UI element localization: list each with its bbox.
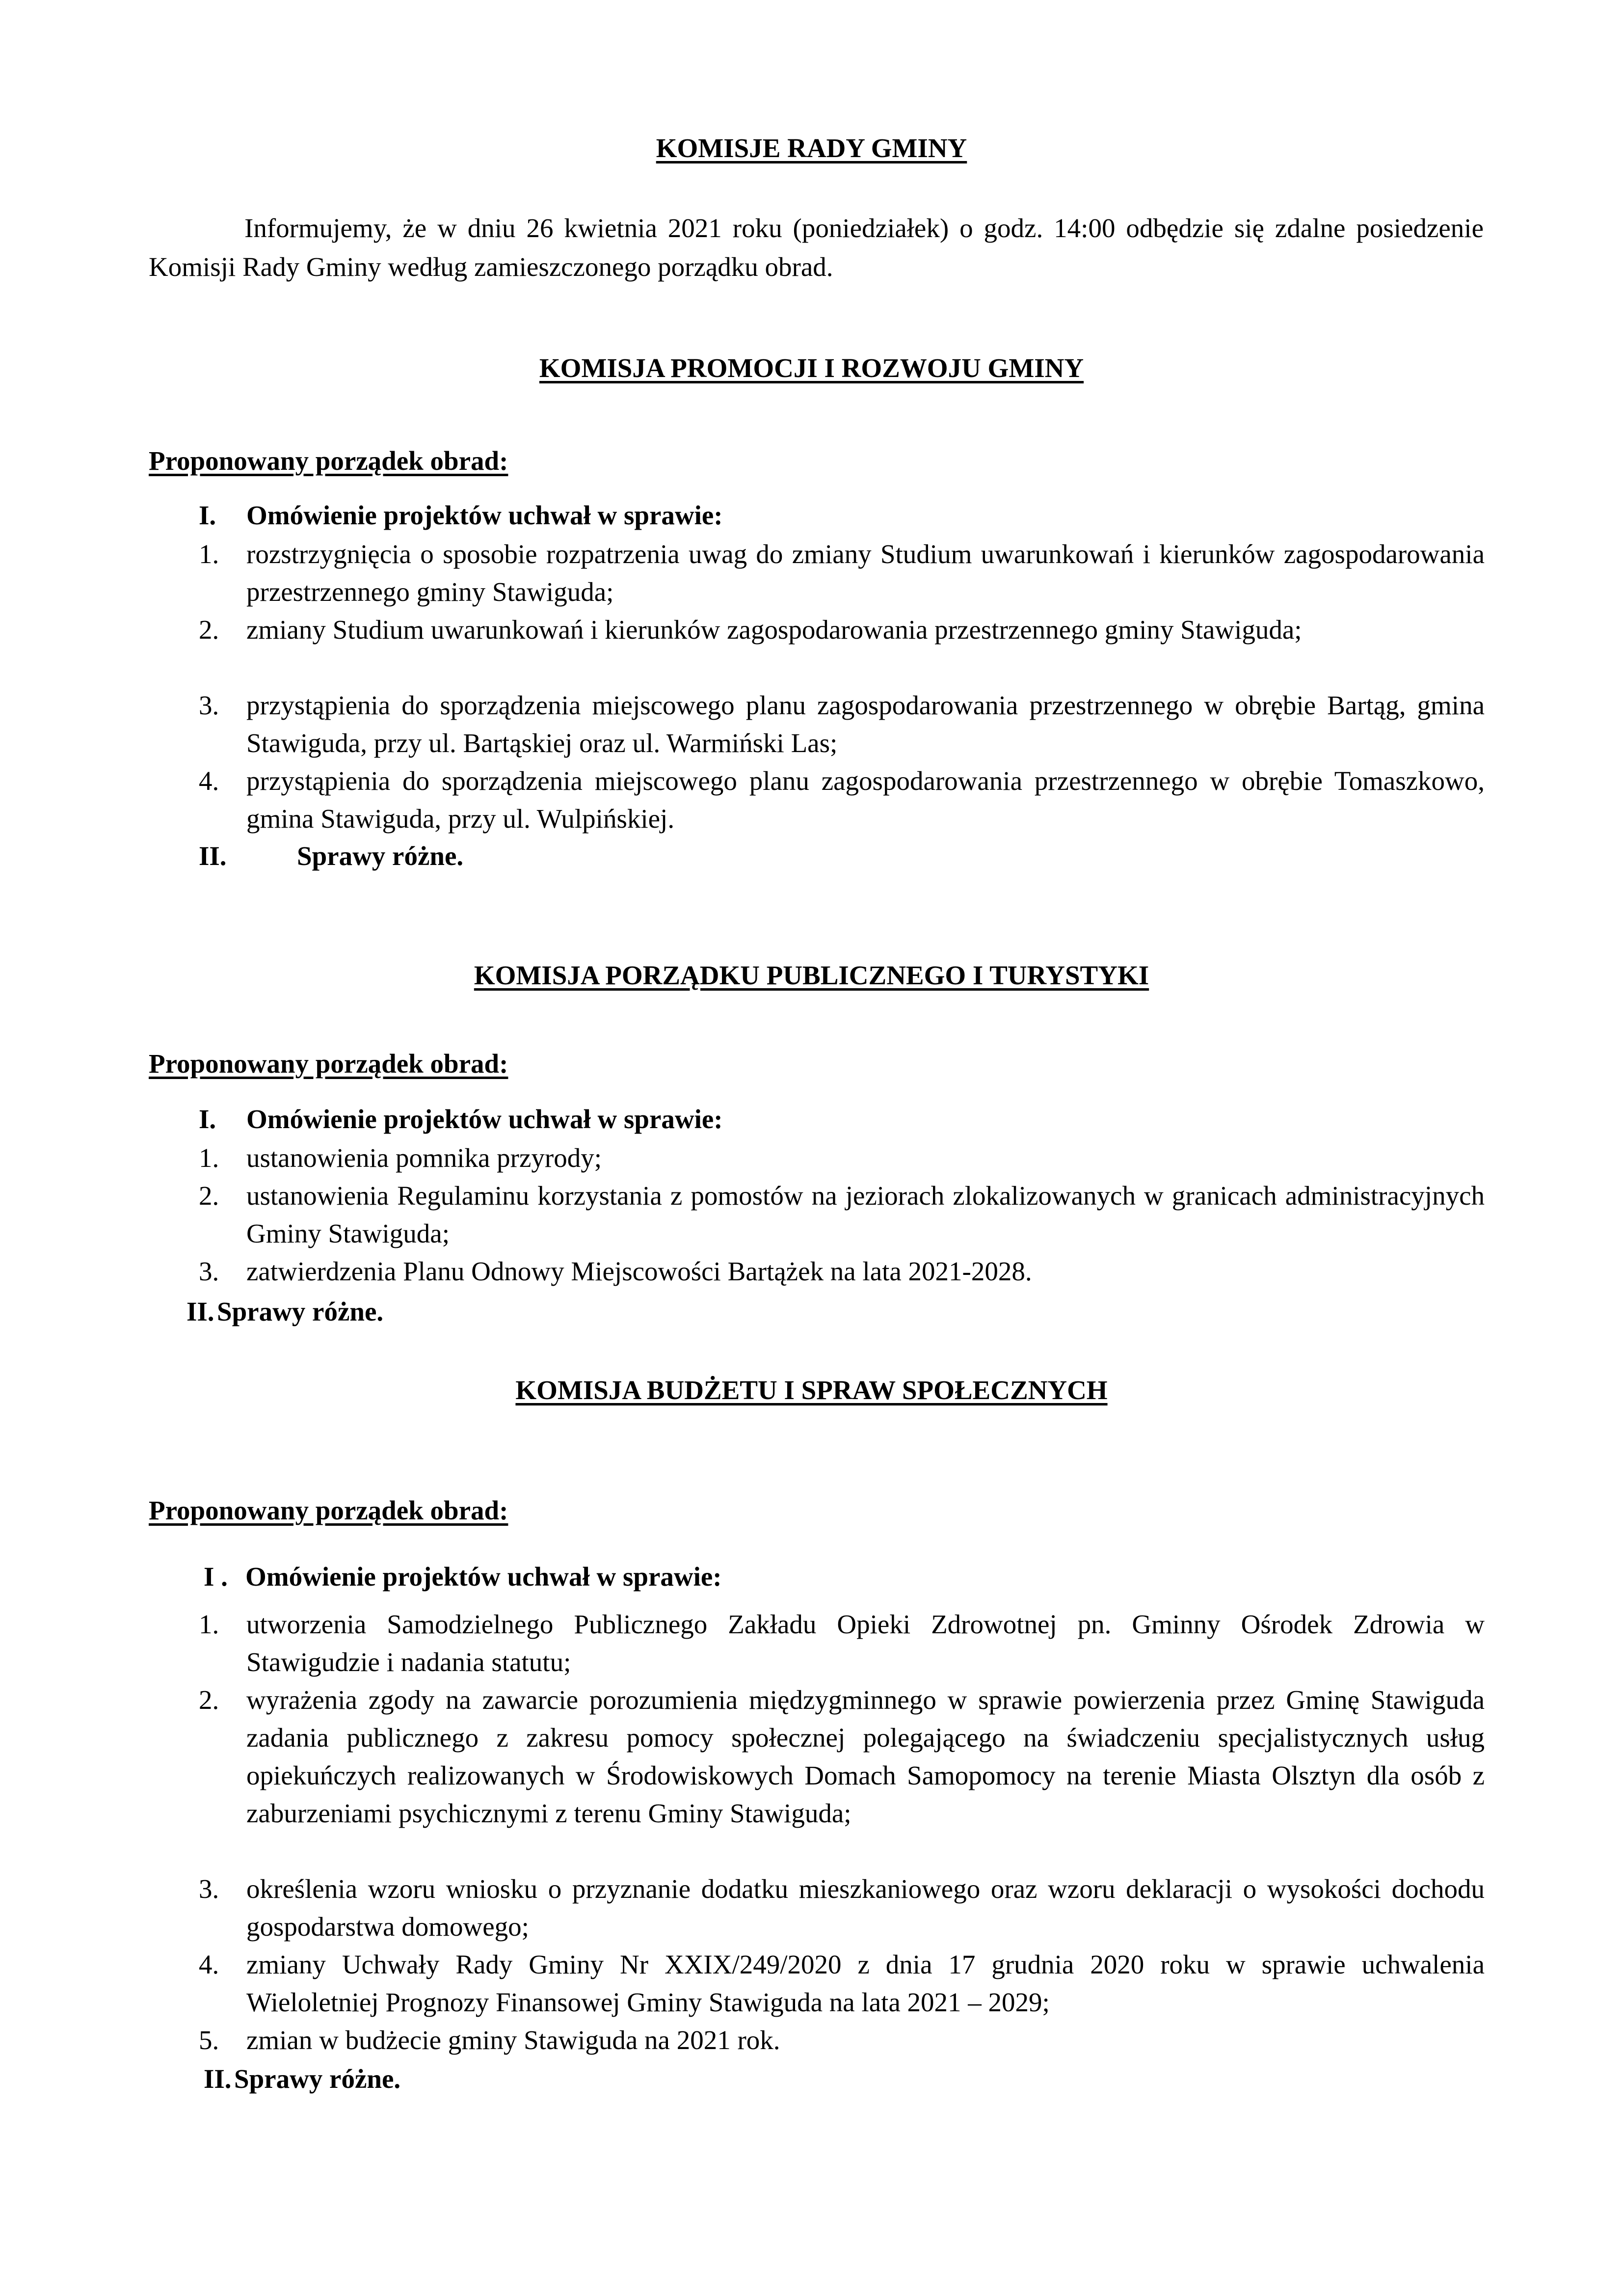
item-text: rozstrzygnięcia o sposobie rozpatrzenia uwag do zmiany Studium uwarunkowań i kierunków zagospodarowania przestrzennego gminy Stawiguda; <box>246 539 1485 607</box>
agenda-label: Proponowany porządek obrad: <box>149 1495 508 1525</box>
item-number: 2. <box>199 1181 219 1211</box>
item-text: utworzenia Samodzielnego Publicznego Zakładu Opieki Zdrowotnej pn. Gminny Ośrodek Zdrowia w Stawigudzie i nadania statutu; <box>246 1609 1485 1677</box>
section-ii-heading <box>204 2063 400 2095</box>
item-number: 2. <box>199 1685 219 1715</box>
item-text: zmian w budżecie gminy Stawiguda na 2021 rok. <box>246 2025 780 2055</box>
roman-numeral: I. <box>199 500 216 530</box>
document-title <box>0 133 1623 164</box>
agenda-item <box>199 2021 1485 2059</box>
item-text: ustanowienia pomnika przyrody; <box>246 1143 602 1173</box>
section-label: Sprawy różne. <box>217 1297 384 1326</box>
committee-heading-text: KOMISJA PORZĄDKU PUBLICZNEGO I TURYSTYKI <box>474 960 1149 990</box>
item-number: 2. <box>199 615 219 645</box>
item-text: zmiany Studium uwarunkowań i kierunków zagospodarowania przestrzennego gminy Stawiguda; <box>246 615 1302 645</box>
section-label: Sprawy różne. <box>297 841 464 871</box>
item-text: zmiany Uchwały Rady Gminy Nr XXIX/249/2020 z dnia 17 grudnia 2020 roku w sprawie uchwalenia Wieloletniej Prognozy Finansowej Gminy Stawiguda na lata 2021 – 2029; <box>246 1949 1485 2017</box>
section-ii-heading <box>199 840 463 872</box>
item-text: przystąpienia do sporządzenia miejscowego planu zagospodarowania przestrzennego w obrębie Bartąg, gmina Stawiguda, przy ul. Bartąskiej oraz ul. Warmiński Las; <box>246 690 1485 758</box>
agenda-item <box>199 1605 1485 1681</box>
item-number: 1. <box>199 539 219 569</box>
committee-heading-budzetu <box>0 1375 1623 1406</box>
intro-paragraph <box>149 209 1484 286</box>
committee-heading-text: KOMISJA BUDŻETU I SPRAW SPOŁECZNYCH <box>515 1375 1108 1405</box>
roman-numeral: II. <box>199 841 227 871</box>
agenda-item <box>199 686 1485 762</box>
item-text: określenia wzoru wniosku o przyznanie dodatku mieszkaniowego oraz wzoru deklaracji o wysokości dochodu gospodarstwa domowego; <box>246 1874 1485 1942</box>
section-label: Omówienie projektów uchwał w sprawie: <box>246 1104 723 1134</box>
committee-heading-promocji <box>0 352 1623 384</box>
item-number: 4. <box>199 766 219 796</box>
committee-heading-porzadku <box>0 960 1623 991</box>
item-number: 1. <box>199 1143 219 1173</box>
item-text: zatwierdzenia Planu Odnowy Miejscowości Bartążek na lata 2021-2028. <box>246 1256 1032 1286</box>
agenda-item <box>199 1177 1485 1252</box>
agenda-item <box>199 1870 1485 1945</box>
committee-heading-text: KOMISJA PROMOCJI I ROZWOJU GMINY <box>539 353 1084 383</box>
roman-numeral: I . <box>204 1562 228 1592</box>
item-text: wyrażenia zgody na zawarcie porozumienia międzygminnego w sprawie powierzenia przez Gminę Stawiguda zadania publicznego z zakresu pomocy społecznej polegającego na świadczeniu specjalistycznych usług opiekuńczych realizowanych w Środowiskowych Domach Samopomocy na terenie Miasta Olsztyn dla osób z zaburzeniami psychicznymi z terenu Gminy Stawiguda; <box>246 1685 1485 1828</box>
agenda-item <box>199 535 1485 611</box>
agenda-label: Proponowany porządek obrad: <box>149 446 508 476</box>
section-label: Sprawy różne. <box>234 2064 401 2094</box>
section-ii-heading <box>186 1296 383 1327</box>
item-number: 3. <box>199 690 219 720</box>
agenda-item <box>199 1139 1485 1177</box>
roman-numeral: II. <box>204 2064 232 2094</box>
agenda-item <box>199 611 1485 648</box>
agenda-item <box>199 1681 1485 1832</box>
item-text: przystąpienia do sporządzenia miejscowego planu zagospodarowania przestrzennego w obrębie Tomaszkowo, gmina Stawiguda, przy ul. Wulpińskiej. <box>246 766 1485 834</box>
item-text: ustanowienia Regulaminu korzystania z pomostów na jeziorach zlokalizowanych w granicach administracyjnych Gminy Stawiguda; <box>246 1181 1485 1248</box>
agenda-item <box>199 1252 1485 1290</box>
item-number: 1. <box>199 1609 219 1639</box>
roman-numeral: I. <box>199 1104 216 1134</box>
item-number: 4. <box>199 1949 219 1979</box>
roman-numeral: II. <box>186 1297 214 1326</box>
item-number: 3. <box>199 1874 219 1904</box>
section-i-heading <box>199 500 723 531</box>
section-label: Omówienie projektów uchwał w sprawie: <box>246 500 723 530</box>
agenda-label: Proponowany porządek obrad: <box>149 1049 508 1079</box>
section-i-heading <box>199 1104 723 1135</box>
item-number: 5. <box>199 2025 219 2055</box>
intro-text: Informujemy, że w dniu 26 kwietnia 2021 roku (poniedziałek) o godz. 14:00 odbędzie się zdalne posiedzenie Komisji Rady Gminy według zamieszczonego porządku obrad. <box>149 213 1484 282</box>
agenda-item <box>199 762 1485 837</box>
section-label: Omówienie projektów uchwał w sprawie: <box>245 1562 722 1592</box>
item-number: 3. <box>199 1256 219 1286</box>
document-title-text: KOMISJE RADY GMINY <box>656 133 967 163</box>
section-i-heading <box>204 1561 722 1593</box>
agenda-item <box>199 1945 1485 2021</box>
